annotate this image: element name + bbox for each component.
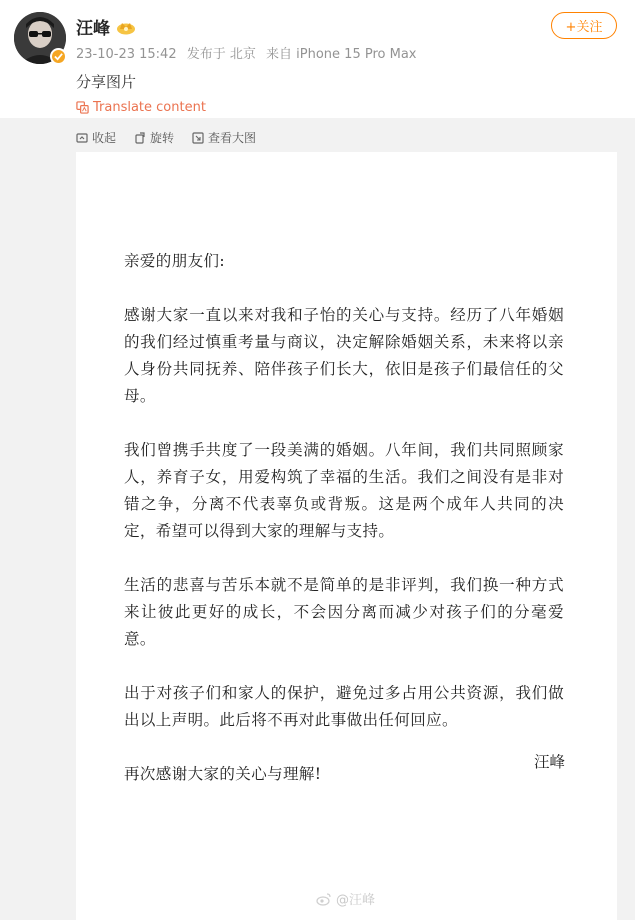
letter-paragraph: 生活的悲喜与苦乐本就不是简单的是非评判，我们换一种方式来让彼此更好的成长，不会因分离而减少对孩子们的分毫爱意。 xyxy=(124,576,564,648)
translate-link[interactable] xyxy=(76,100,206,115)
crown-icon xyxy=(116,19,136,35)
translate-icon xyxy=(76,101,89,114)
view-large-button[interactable] xyxy=(192,129,256,146)
post-header xyxy=(0,0,635,118)
media-toolbar xyxy=(76,129,256,146)
letter-signature: 汪峰 xyxy=(533,753,565,771)
letter-paragraph: 再次感谢大家的关心与理解! xyxy=(124,765,322,783)
rotate-label[interactable]: 旋转 xyxy=(150,131,175,145)
rotate-icon xyxy=(134,132,146,144)
media-viewer xyxy=(0,118,635,920)
collapse-label[interactable]: 收起 xyxy=(92,131,117,145)
rotate-button[interactable] xyxy=(134,129,174,146)
avatar[interactable] xyxy=(14,12,66,64)
post-source: 来自 iPhone 15 Pro Max xyxy=(266,47,417,62)
translate-label[interactable]: Translate content xyxy=(93,100,206,115)
letter-body xyxy=(124,248,564,815)
post-meta xyxy=(76,43,422,62)
letter-paragraph: 出于对孩子们和家人的保护，避免过多占用公共资源，我们做出以上声明。此后将不再对此事做出任何回应。 xyxy=(124,684,564,729)
letter-paragraph: 我们曾携手共度了一段美满的婚姻。八年间，我们共同照顾家人，养育子女，用爱构筑了幸福的生活。我们之间没有是非对错之争，分离不代表辜负或背叛。这是两个成年人共同的决定，希望可以得到大家的理解与支持。 xyxy=(124,441,564,540)
collapse-button[interactable] xyxy=(76,129,116,146)
post-location: 发布于 北京 xyxy=(186,47,256,62)
letter-greeting: 亲爱的朋友们: xyxy=(124,252,226,270)
letter-paragraph: 感谢大家一直以来对我和子怡的关心与支持。经历了八年婚姻的我们经过慎重考量与商议，决定解除婚姻关系，未来将以亲人身份共同抚养、陪伴孩子们长大，依旧是孩子们最信任的父母。 xyxy=(124,306,564,405)
follow-button[interactable]: +关注 xyxy=(551,12,617,39)
view-large-icon xyxy=(192,132,204,144)
username[interactable]: 汪峰 xyxy=(76,19,110,39)
post-timestamp[interactable]: 23-10-23 15:42 xyxy=(76,47,177,62)
view-large-label[interactable]: 查看大图 xyxy=(208,131,257,145)
letter-image[interactable] xyxy=(76,152,617,920)
post-text: 分享图片 xyxy=(76,73,137,91)
weibo-logo-icon xyxy=(316,892,332,906)
watermark xyxy=(316,889,375,908)
watermark-label: @汪峰 xyxy=(336,893,376,908)
collapse-icon xyxy=(76,132,88,144)
verified-badge-icon xyxy=(50,48,67,65)
